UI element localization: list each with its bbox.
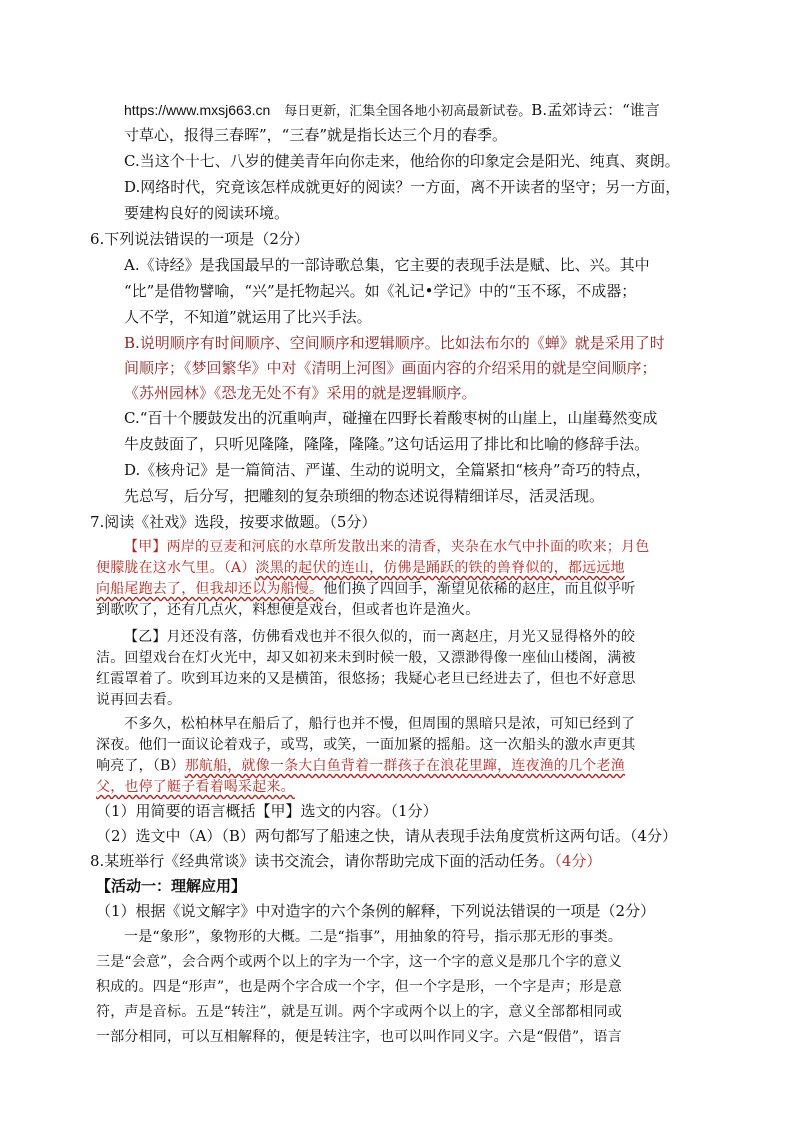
q6-option-b-line1: B.说明顺序有时间顺序、空间顺序和逻辑顺序。比如法布尔的《蝉》就是采用了时 xyxy=(124,334,665,352)
q6-stem: 6.下列说法错误的一项是（2分） xyxy=(90,230,309,248)
q5-option-c: C.当这个十七、八岁的健美青年向你走来，他给你的印象定会是阳光、纯真、爽朗。 xyxy=(124,152,680,170)
q7-p3-line4 xyxy=(96,777,295,797)
q7-jia-line2 xyxy=(96,558,625,578)
q5-option-d-line2: 要建构良好的阅读环境。 xyxy=(124,204,290,222)
q8-passage-line3: 积成的。四是“形声”，也是两个字合成一个字，但一个字是形，一个字是声；形是意 xyxy=(96,979,622,995)
q8-stem-text: 8.某班举行《经典常谈》读书交流会，请你帮助完成下面的活动任务。 xyxy=(90,852,555,870)
q8-activity-one-heading: 【活动一：理解应用】 xyxy=(96,877,247,895)
q7-yi-line3: 红霞罩着了。吹到耳边来的又是横笛，很悠扬；我疑心老旦已经进去了，但也不好意思 xyxy=(96,671,636,687)
q6-option-d-line2: 先总写，后分写，把雕刻的复杂琐细的物态述说得精细详尽，活灵活现。 xyxy=(124,487,605,505)
q6-option-b-line3: 《苏州园林》《恐龙无处不有》采用的就是逻辑顺序。 xyxy=(124,384,477,402)
q6-option-c-line1: C.“百十个腰鼓发出的沉重响声，碰撞在四野长着酸枣树的山崖上，山崖蓦然变成 xyxy=(124,409,658,427)
q8-passage-line5: 一部分相同，可以互相解释的，便是转注字，也可以叫作同义字。六是“假借”，语言 xyxy=(96,1029,622,1045)
q5-b-start: B.孟郊诗云：“谁言 xyxy=(531,101,660,119)
q7-p3-line1: 不多久，松柏林早在船后了，船行也并不慢，但周围的黑暗只是浓，可知已经到了 xyxy=(124,716,636,732)
q7-sentence-b-part1: 那航船，就像一条大白鱼背着一群孩子在浪花里蹿，连夜渔的几个老渔 xyxy=(184,758,625,774)
q7-p3-text3: 响亮了，（B） xyxy=(96,758,185,774)
q6-option-a-line2: “比”是借物譬喻，“兴”是托物起兴。如《礼记•学记》中的“玉不琢，不成器； xyxy=(124,282,637,300)
header-ad: 每日更新，汇集全国各地小初高最新试卷。 xyxy=(284,103,532,118)
q5-option-d-line1: D.网络时代，究竟该怎样成就更好的阅读？一方面，离不开读者的坚守；另一方面， xyxy=(124,178,681,196)
q7-sentence-a-part1: 淡黑的起伏的连山，仿佛是踊跃的铁的兽脊似的，都远远地 xyxy=(255,560,625,576)
q8-stem-score: （4分） xyxy=(554,852,602,870)
q5-b-cont: 寸草心，报得三春晖”，“三春”就是指长达三个月的春季。 xyxy=(124,126,508,144)
q7-jia-text3: 他们换了四回手，渐望见依稀的赵庄，而且似乎听 xyxy=(323,581,636,597)
header-line xyxy=(124,100,660,121)
q8-passage-line4: 符，声是音标。五是“转注”，就是互训。两个字或两个以上的字，意义全部都相同或 xyxy=(96,1004,622,1020)
q6-option-d-line1: D.《核舟记》是一篇简洁、严谨、生动的说明文，全篇紧扣“核舟”奇巧的特点， xyxy=(124,461,651,479)
q6-option-c-line2: 牛皮鼓面了，只听见隆隆，隆隆，隆隆。”这句话运用了排比和比喻的修辞手法。 xyxy=(124,435,650,453)
q6-option-a-line3: 人不学，不知道”就运用了比兴手法。 xyxy=(124,308,372,326)
q7-sub1: （1）用简要的语言概括【甲】选文的内容。（1分） xyxy=(96,802,438,820)
q7-yi-line1: 【乙】月还没有落，仿佛看戏也并不很久似的，而一离赵庄，月光又显得格外的皎 xyxy=(124,629,636,645)
q8-passage-line1: 一是“象形”，象物形的大概。二是“指事”，用抽象的符号，指示那无形的事类。 xyxy=(124,929,623,945)
q7-jia-tag: 【甲】 xyxy=(124,539,167,555)
q7-jia-text2: 便朦胧在这水气里。 xyxy=(96,560,224,576)
q7-jia-line3 xyxy=(96,579,636,599)
q7-jia-text1: 两岸的豆麦和河底的水草所发散出来的清香，夹杂在水气中扑面的吹来；月色 xyxy=(166,539,650,555)
header-url[interactable]: https://www.mxsj663.cn xyxy=(124,102,271,118)
q7-p3-line2: 深夜。他们一面议论着戏子，或骂，或笑，一面加紧的摇船。这一次船头的激水声更其 xyxy=(96,737,636,753)
q7-yi-line2: 洁。回望戏台在灯火光中，却又如初来未到时候一般，又漂渺得像一座仙山楼阁，满被 xyxy=(96,650,636,666)
q7-jia-line1 xyxy=(124,537,649,557)
q7-yi-line4: 说再回去看。 xyxy=(96,692,182,708)
q8-stem xyxy=(90,851,601,871)
q8-sub1: （1）根据《说文解字》中对造字的六个条例的解释，下列说法错误的一项是（2分） xyxy=(96,902,656,920)
q6-option-b-line2: 间顺序；《梦回繁华》中对《清明上河图》画面内容的介绍采用的就是空间顺序； xyxy=(124,359,657,377)
q7-mark-a: （A） xyxy=(223,560,256,576)
q7-jia-line4: 到歌吹了，还有几点火，料想便是戏台，但或者也许是渔火。 xyxy=(96,602,480,618)
q7-sentence-a-part2: 向船尾跑去了，但我却还以为船慢。 xyxy=(96,581,324,597)
q8-passage-line2: 三是“会意”，会合两个或两个以上的字为一个字，这一个字的意义是那几个字的意义 xyxy=(96,954,622,970)
q6-option-a-line1: A.《诗经》是我国最早的一部诗歌总集，它主要的表现手法是赋、比、兴。其中 xyxy=(124,256,650,274)
q7-sub2: （2）选文中（A）（B）两句都写了船速之快，请从表现手法角度赏析这两句话。（4分） xyxy=(96,827,677,845)
q7-stem: 7.阅读《社戏》选段，按要求做题。（5分） xyxy=(90,513,377,531)
q7-p3-line3 xyxy=(96,756,625,776)
q7-sentence-b-part2: 父，也停了艇子看着喝采起来。 xyxy=(96,779,295,795)
